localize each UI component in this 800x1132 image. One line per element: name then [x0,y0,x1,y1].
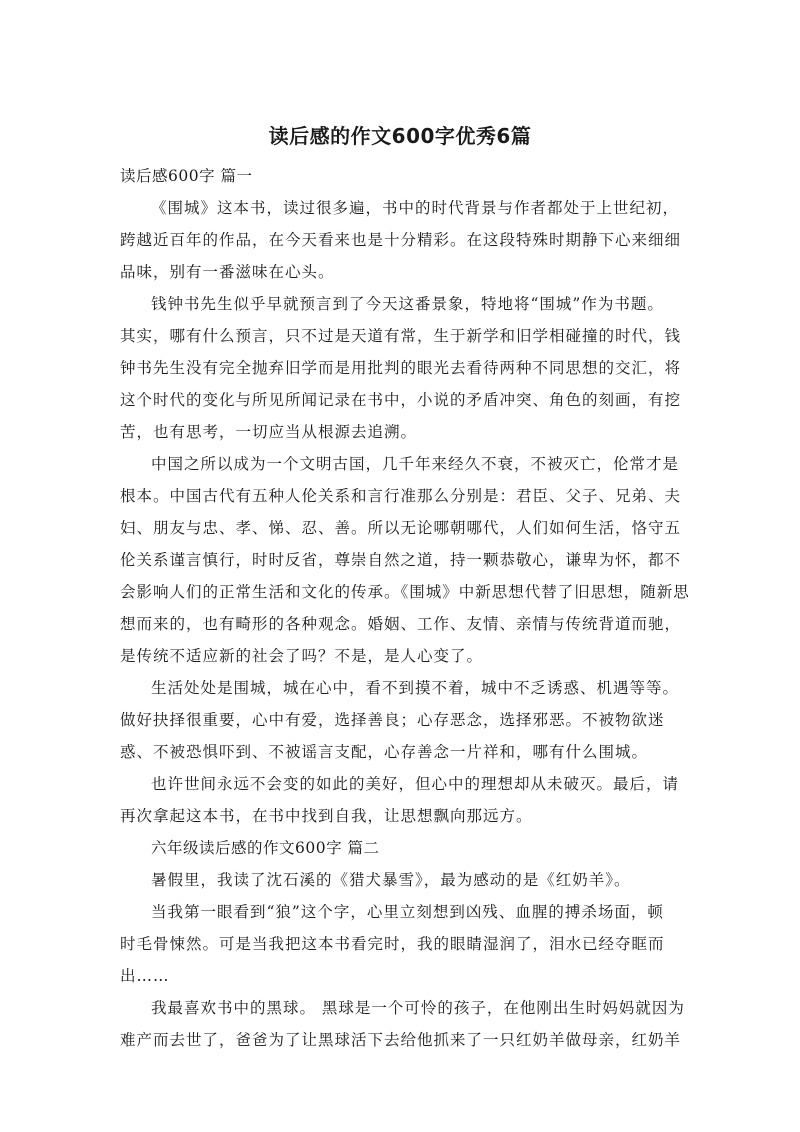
paragraph-line: 伦关系谨言慎行，时时反省，尊崇自然之道，持一颗恭敬心，谦卑为怀，都不 [120,551,682,569]
paragraph-line: 会影响人们的正常生活和文化的传承。《围城》中新思想代替了旧思想，随新思 [120,583,690,601]
section-heading-2: 六年级读后感的作文600字 篇二 [151,839,380,857]
paragraph-line: 这个时代的变化与所见所闻记录在书中，小说的矛盾冲突、角色的刻画，有挖 [120,391,682,409]
paragraph-line: 出…… [120,967,170,985]
paragraph-line: 苦，也有思考，一切应当从根源去追溯。 [120,423,418,441]
paragraph-line: 其实，哪有什么预言，只不过是天道有常，生于新学和旧学相碰撞的时代，钱 [120,327,682,345]
paragraph-line: 也许世间永远不会变的如此的美好，但心中的理想却从未破灭。最后，请 [151,775,680,793]
paragraph-line: 妇、朋友与忠、孝、悌、忍、善。所以无论哪朝哪代，人们如何生活，恪守五 [120,519,682,537]
paragraph-line: 再次拿起这本书，在书中找到自我，让思想飘向那远方。 [120,807,533,825]
paragraph-line: 跨越近百年的作品，在今天看来也是十分精彩。在这段特殊时期静下心来细细 [120,231,682,249]
paragraph-line: 惑、不被恐惧吓到、不被谣言支配，心存善念一片祥和，哪有什么围城。 [120,743,649,761]
paragraph-line: 当我第一眼看到“狼”这个字，心里立刻想到凶残、血腥的搏杀场面，顿 [151,903,664,921]
section-heading-1: 读后感600字 篇一 [120,167,253,185]
paragraph-line: 《围城》这本书，读过很多遍，书中的时代背景与作者都处于上世纪初， [151,199,680,217]
paragraph-line: 中国之所以成为一个文明古国，几千年来经久不衰，不被灭亡，伦常才是 [151,455,680,473]
paragraph-line: 生活处处是围城，城在心中，看不到摸不着，城中不乏诱惑、机遇等等。 [151,679,680,697]
paragraph-line: 钱钟书先生似乎早就预言到了今天这番景象，特地将“围城”作为书题。 [151,295,664,313]
paragraph-line: 品味，别有一番滋味在心头。 [120,263,335,281]
paragraph-line: 暑假里，我读了沈石溪的《猎犬暴雪》，最为感动的是《红奶羊》。 [151,871,631,889]
paragraph-line: 我最喜欢书中的黑球。 黑球是一个可怜的孩子，在他刚出生时妈妈就因为 [151,999,685,1017]
paragraph-line: 难产而去世了，爸爸为了让黑球活下去给他抓来了一只红奶羊做母亲，红奶羊 [120,1031,682,1049]
paragraph-line: 时毛骨悚然。可是当我把这本书看完时，我的眼睛湿润了，泪水已经夺眶而 [120,935,665,953]
paragraph-line: 想而来的，也有畸形的各种观念。婚姻、工作、友情、亲情与传统背道而驰， [120,615,682,633]
paragraph-line: 是传统不适应新的社会了吗？不是，是人心变了。 [120,647,484,665]
paragraph-line: 根本。中国古代有五种人伦关系和言行准那么分别是：君臣、父子、兄弟、夫 [120,487,682,505]
paragraph-line: 钟书先生没有完全抛弃旧学而是用批判的眼光去看待两种不同思想的交汇，将 [120,359,682,377]
paragraph-line: 做好抉择很重要，心中有爱，选择善良；心存恶念，选择邪恶。不被物欲迷 [120,711,665,729]
document-title: 读后感的作文600字优秀6篇 [268,124,532,148]
